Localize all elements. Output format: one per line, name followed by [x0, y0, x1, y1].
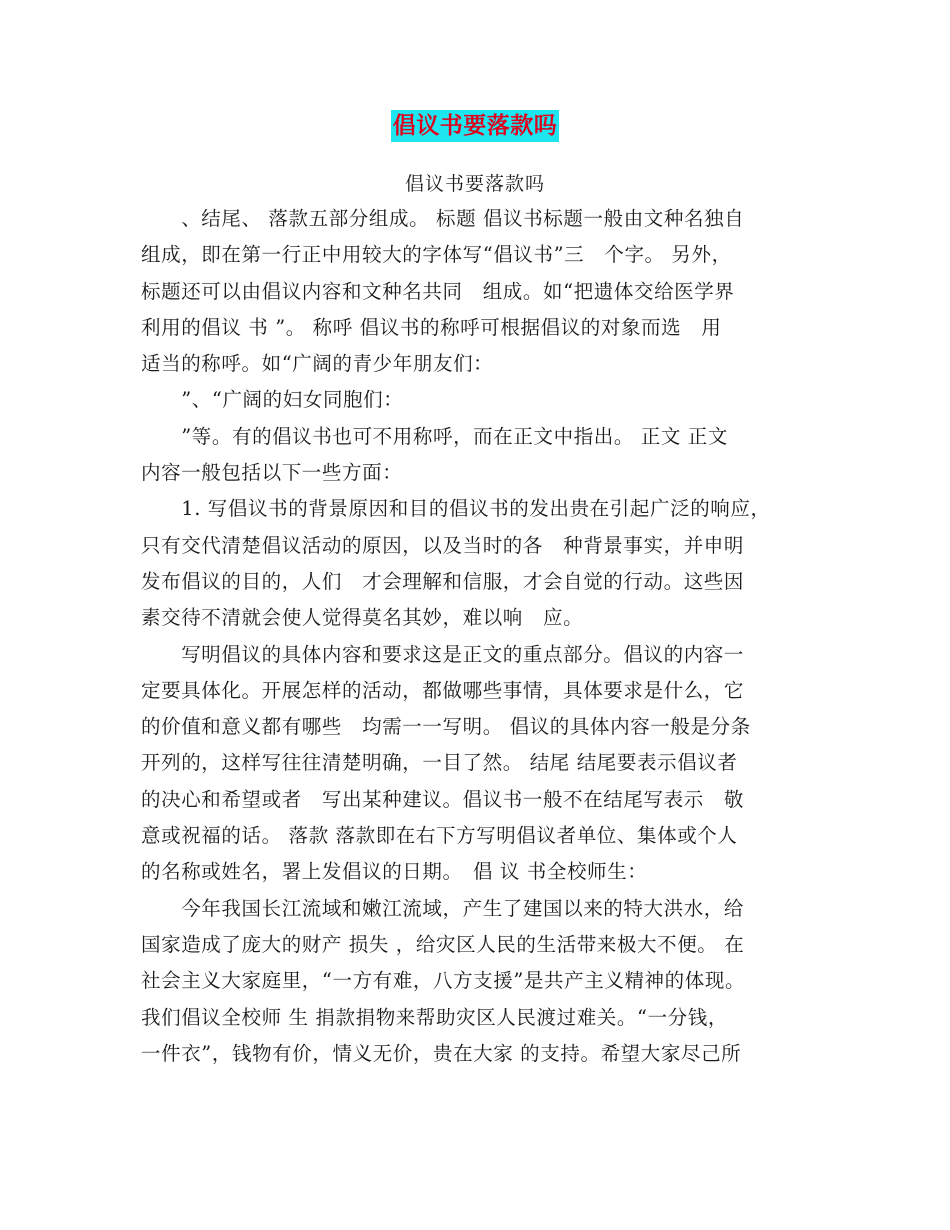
body-line: 1. 写倡议书的背景原因和目的倡议书的发出贵在引起广泛的响应，	[141, 497, 771, 521]
body-line: 的名称或姓名，署上发倡议的日期。 倡 议 书全校师生：	[141, 860, 648, 884]
body-line: 写明倡议的具体内容和要求这是正文的重点部分。倡议的内容一	[141, 642, 745, 666]
body-line: 今年我国长江流域和嫩江流域，产生了建国以来的特大洪水，给	[141, 896, 745, 920]
body-line: 素交待不清就会使人觉得莫名其妙，难以响 应。	[141, 606, 584, 630]
document-subtitle: 倡议书要落款吗	[404, 173, 545, 195]
body-line: 利用的倡议 书 ”。 称呼 倡议书的称呼可根据倡议的对象而选 用	[141, 315, 722, 339]
body-line: 、结尾、 落款五部分组成。 标题 倡议书标题一般由文种名独自	[141, 207, 745, 230]
body-line: 社会主义大家庭里，“一方有难，八方支援”是共产主义精神的体现。	[141, 969, 746, 993]
body-line: 意或祝福的话。 落款 落款即在右下方写明倡议者单位、集体或个人	[141, 824, 738, 848]
body-line: 只有交代清楚倡议活动的原因，以及当时的各 种背景事实，并申明	[141, 533, 745, 557]
body-line: 标题还可以由倡议内容和文种名共同 组成。如“把遗体交给医学界	[141, 279, 735, 303]
document-title: 倡议书要落款吗	[391, 110, 560, 142]
body-line: 适当的称呼。如“广阔的青少年朋友们：	[141, 352, 494, 376]
body-line: 的决心和希望或者 写出某种建议。倡议书一般不在结尾写表示 敬	[141, 787, 745, 811]
body-line: 的价值和意义都有哪些 均需一一写明。 倡议的具体内容一般是分条	[141, 715, 751, 739]
body-line: 组成，即在第一行正中用较大的字体写“倡议书”三 个字。 另外，	[141, 243, 732, 267]
document-body	[141, 201, 809, 1072]
body-line: 一件衣”，钱物有价，情义无价，贵在大家 的支持。希望大家尽己所	[141, 1041, 742, 1065]
body-line: 开列的，这样写往往清楚明确，一目了然。 结尾 结尾要表示倡议者	[141, 751, 738, 775]
body-line: 内容一般包括以下一些方面：	[141, 461, 403, 485]
body-line: ”等。有的倡议书也可不用称呼，而在正文中指出。 正文 正文	[141, 424, 728, 448]
body-line: 我们倡议全校师 生 捐款捐物来帮助灾区人民渡过难关。“一分钱，	[141, 1005, 728, 1029]
body-line: 发布倡议的目的，人们 才会理解和信服，才会自觉的行动。这些因	[141, 569, 745, 593]
body-line: 国家造成了庞大的财产 损失 ，给灾区人民的生活带来极大不便。 在	[141, 932, 745, 956]
body-line: ”、“广阔的妇女同胞们：	[141, 388, 404, 412]
title-wrap	[0, 110, 950, 142]
body-line: 定要具体化。开展怎样的活动，都做哪些事情，具体要求是什么，它	[141, 678, 745, 702]
